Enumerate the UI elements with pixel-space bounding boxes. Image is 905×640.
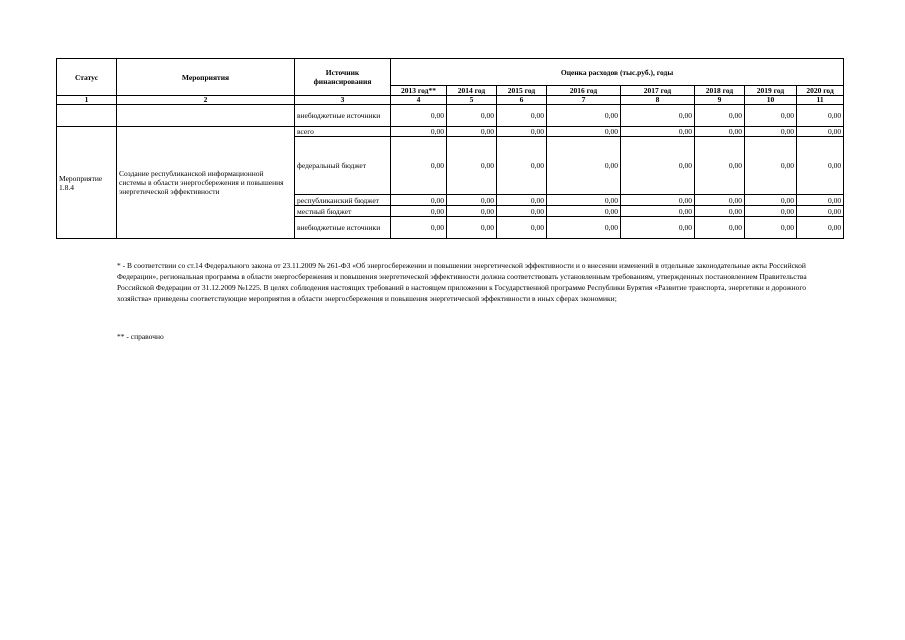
col-number: 9 [695, 96, 745, 105]
col-number: 10 [745, 96, 797, 105]
value-cell: 0,00 [621, 105, 695, 127]
value-cell: 0,00 [621, 217, 695, 239]
value-cell: 0,00 [447, 217, 497, 239]
header-year: 2014 год [447, 86, 497, 96]
value-cell: 0,00 [497, 137, 547, 195]
header-source: Источник финансирования [295, 59, 391, 96]
value-cell: 0,00 [797, 195, 844, 206]
footnote-reference: ** - справочно [117, 332, 164, 341]
source-cell: внебюджетные источники [295, 105, 391, 127]
header-year: 2013 год** [391, 86, 447, 96]
table-row [57, 105, 844, 127]
value-cell: 0,00 [745, 105, 797, 127]
footnote-main: * - В соответствии со ст.14 Федерального закона от 23.11.2009 № 261-ФЗ «Об энергосбережении и повышении энергетической эффективности и о внесении изменений в отдельные законодательные акты Российской Федерации», региональная программа в области энергосбережения и повышения энергетической эффективности должна соответствовать установленным требованиям, утвержденных постановлением Правительства Российской Федерации от 31.12.2009 №1225. В целях соблюдения настоящих требований в настоящем приложении к Государственной программе Республики Бурятия «Развитие транспорта, энергетики и дорожного хозяйства» приведены соответствующие мероприятия в области энергосбережения и повышения энергетической эффективности в иных сферах экономики; [117, 261, 807, 303]
value-cell: 0,00 [695, 217, 745, 239]
col-number: 1 [57, 96, 117, 105]
col-number: 6 [497, 96, 547, 105]
measure-status: Мероприятие 1.8.4 [57, 127, 117, 239]
value-cell: 0,00 [745, 217, 797, 239]
value-cell: 0,00 [695, 206, 745, 217]
value-cell: 0,00 [797, 137, 844, 195]
column-number-row [57, 96, 844, 105]
value-cell: 0,00 [391, 105, 447, 127]
value-cell: 0,00 [797, 105, 844, 127]
value-cell: 0,00 [695, 127, 745, 137]
value-cell: 0,00 [447, 127, 497, 137]
value-cell: 0,00 [391, 127, 447, 137]
value-cell: 0,00 [497, 105, 547, 127]
header-activity: Мероприятия [117, 59, 295, 96]
col-number: 8 [621, 96, 695, 105]
col-number: 5 [447, 96, 497, 105]
value-cell: 0,00 [797, 127, 844, 137]
header-year: 2016 год [547, 86, 621, 96]
col-number: 7 [547, 96, 621, 105]
value-cell: 0,00 [621, 206, 695, 217]
header-year: 2015 год [497, 86, 547, 96]
header-status: Статус [57, 59, 117, 96]
value-cell: 0,00 [745, 127, 797, 137]
value-cell: 0,00 [797, 217, 844, 239]
value-cell: 0,00 [621, 127, 695, 137]
value-cell: 0,00 [745, 137, 797, 195]
value-cell: 0,00 [547, 137, 621, 195]
value-cell: 0,00 [497, 217, 547, 239]
header-year: 2017 год [621, 86, 695, 96]
col-number: 3 [295, 96, 391, 105]
value-cell: 0,00 [695, 137, 745, 195]
source-cell: федеральный бюджет [295, 137, 391, 195]
value-cell: 0,00 [447, 137, 497, 195]
measure-name: Создание республиканской информационной системы в области энергосбережения и повышения энергетической эффективности [117, 127, 295, 239]
col-number: 11 [797, 96, 844, 105]
header-year: 2020 год [797, 86, 844, 96]
col-number: 4 [391, 96, 447, 105]
header-year: 2018 год [695, 86, 745, 96]
value-cell: 0,00 [391, 195, 447, 206]
value-cell: 0,00 [391, 137, 447, 195]
value-cell: 0,00 [447, 105, 497, 127]
value-cell: 0,00 [547, 127, 621, 137]
source-cell: внебюджетные источники [295, 217, 391, 239]
value-cell: 0,00 [447, 195, 497, 206]
value-cell: 0,00 [547, 195, 621, 206]
value-cell: 0,00 [745, 206, 797, 217]
value-cell: 0,00 [547, 206, 621, 217]
table-row [57, 127, 844, 137]
value-cell: 0,00 [391, 217, 447, 239]
value-cell: 0,00 [391, 206, 447, 217]
value-cell: 0,00 [745, 195, 797, 206]
value-cell: 0,00 [621, 195, 695, 206]
value-cell: 0,00 [447, 206, 497, 217]
source-cell: всего [295, 127, 391, 137]
value-cell: 0,00 [497, 127, 547, 137]
value-cell: 0,00 [547, 217, 621, 239]
col-number: 2 [117, 96, 295, 105]
value-cell: 0,00 [497, 206, 547, 217]
value-cell: 0,00 [797, 206, 844, 217]
value-cell: 0,00 [695, 195, 745, 206]
activity-cell [117, 105, 295, 127]
expense-table [56, 58, 844, 239]
header-estimate: Оценка расходов (тыс.руб.), годы [391, 59, 844, 86]
source-cell: республиканский бюджет [295, 195, 391, 206]
source-cell: местный бюджет [295, 206, 391, 217]
status-cell [57, 105, 117, 127]
header-year: 2019 год [745, 86, 797, 96]
value-cell: 0,00 [547, 105, 621, 127]
value-cell: 0,00 [497, 195, 547, 206]
value-cell: 0,00 [621, 137, 695, 195]
value-cell: 0,00 [695, 105, 745, 127]
